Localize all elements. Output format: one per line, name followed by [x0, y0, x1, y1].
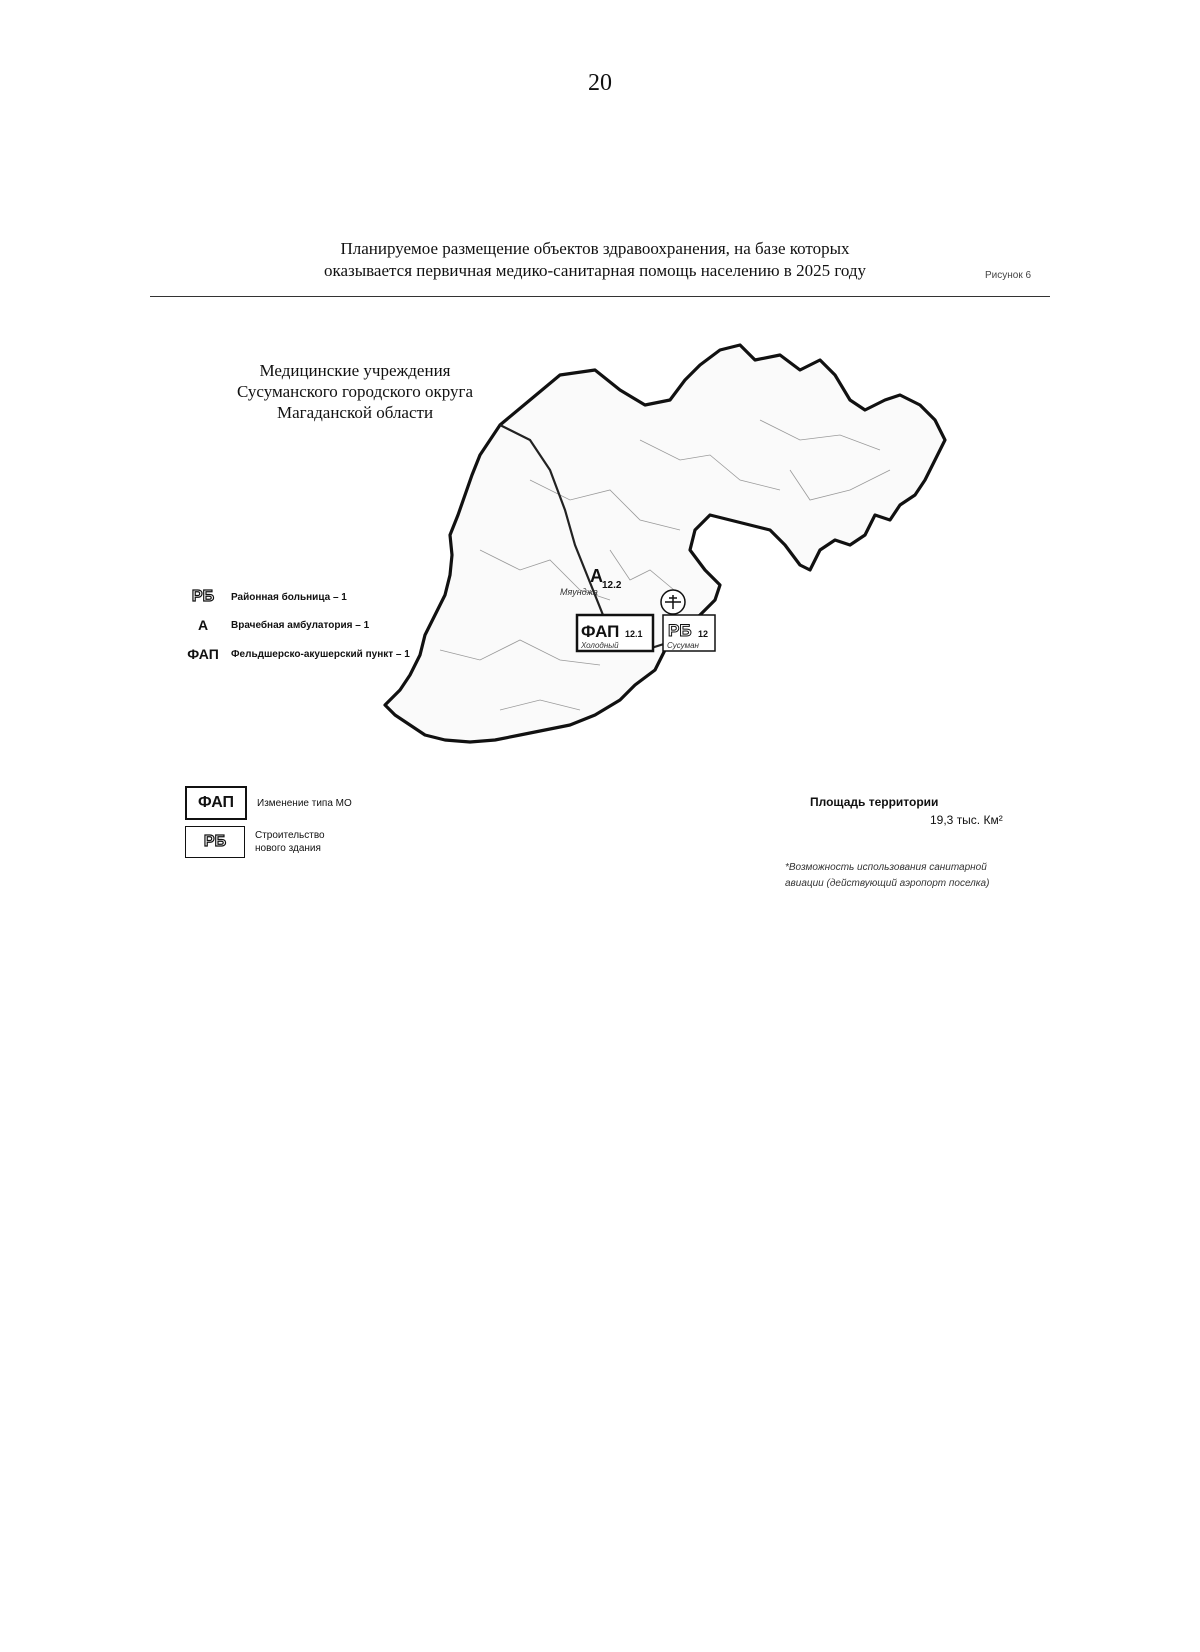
map-amb-symbol: А	[590, 566, 603, 586]
map-fap-place: Холодный	[581, 641, 619, 650]
title-divider	[150, 296, 1050, 297]
legend-fap-text: Фельдшерско-акушерский пункт – 1	[231, 648, 410, 660]
map-amb-place: Мяунджа	[560, 587, 598, 597]
legend-box-fap	[185, 786, 352, 820]
legend-box-rb-symbol-text: РБ	[203, 833, 227, 850]
legend-box-rb-symbol	[185, 826, 245, 858]
map-title-line-3: Магаданской области	[276, 403, 434, 422]
legend-rb-symbol: РБ	[191, 588, 215, 605]
footnote-line-1: *Возможность использования санитарной	[785, 862, 987, 873]
map-title-line-1: Медицинские учреждения	[259, 361, 451, 380]
district-boundary	[385, 345, 945, 742]
map-rb-symbol: РБ	[668, 621, 692, 640]
footnote-line-2: авиации (действующий аэропорт поселка)	[785, 878, 990, 889]
figure-title	[230, 238, 960, 282]
map-title-line-2: Сусуманского городского округа	[236, 382, 474, 401]
legend-rb	[185, 588, 347, 606]
legend-box-fap-text: Изменение типа МО	[257, 797, 352, 809]
figure-title-line-2: оказывается первичная медико-санитарная помощь населению в 2025 году	[323, 261, 867, 280]
legend-box-rb-text-line-2: нового здания	[255, 843, 321, 854]
legend-amb	[185, 617, 369, 633]
legend-box-rb-text-line-1: Строительство	[255, 830, 325, 841]
area-label: Площадь территории	[810, 795, 939, 809]
map-fap-number: 12.1	[625, 629, 643, 639]
footnote	[785, 860, 1045, 892]
map-rb-place: Сусуман	[667, 641, 699, 650]
map-rb-number: 12	[698, 629, 709, 639]
map-amb-number: 12.2	[602, 580, 622, 591]
legend-amb-text: Врачебная амбулатория – 1	[231, 619, 370, 631]
page-number: 20	[588, 70, 612, 96]
legend-rb-text: Районная больница – 1	[231, 591, 347, 603]
legend-fap	[185, 646, 410, 662]
legend-box-rb	[185, 826, 325, 858]
figure-label: Рисунок 6	[985, 270, 1032, 281]
region-map	[380, 330, 1020, 810]
figure-title-line-1: Планируемое размещение объектов здравоохранения, на базе которых	[340, 239, 850, 258]
area-value: 19,3 тыс. Км²	[930, 813, 1003, 827]
legend-box-rb-text	[255, 829, 325, 855]
map-fap-symbol: ФАП	[581, 622, 620, 641]
legend-amb-symbol: А	[197, 617, 209, 633]
legend-box-fap-symbol: ФАП	[185, 786, 247, 820]
legend-fap-symbol: ФАП	[187, 646, 219, 662]
